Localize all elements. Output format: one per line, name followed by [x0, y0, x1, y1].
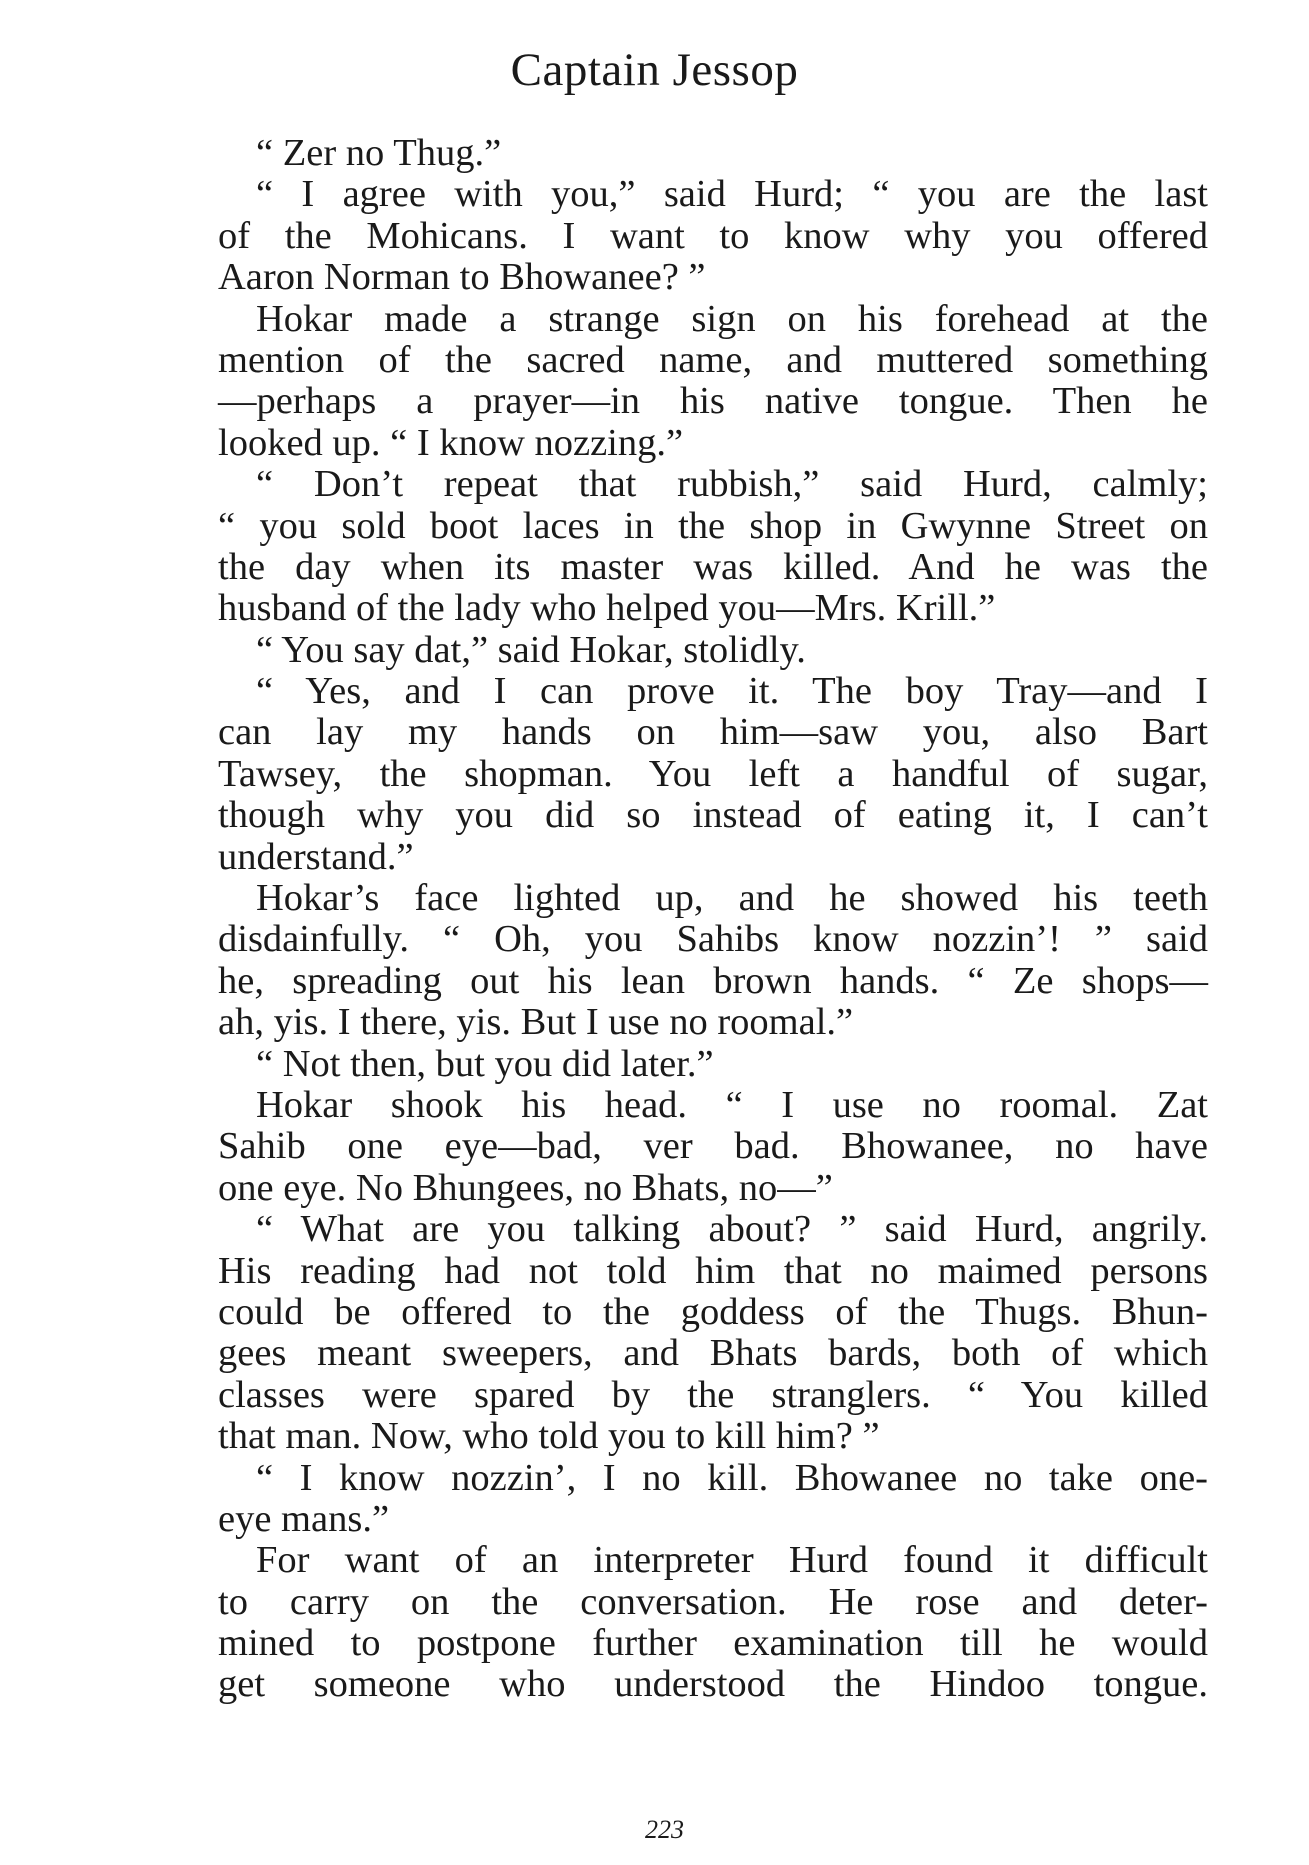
text-line: “ What are you talking about? ” said Hurd, angrily. [256, 1208, 1208, 1251]
text-line: one eye. No Bhungees, no Bhats, no—” [218, 1166, 833, 1209]
text-line: Sahib one eye—bad, ver bad. Bhowanee, no have [218, 1125, 1208, 1168]
text-line: His reading had not told him that no maimed persons [218, 1249, 1208, 1292]
text-line: Hokar shook his head. “ I use no roomal. Zat [256, 1083, 1208, 1126]
text-line: “ Zer no Thug.” [256, 132, 502, 174]
text-line: mined to postpone further examination till he would [218, 1622, 1208, 1665]
page-number: 223 [645, 1815, 684, 1844]
text-line: “ Don’t repeat that rubbish,” said Hurd, calmly; [256, 463, 1208, 506]
text-line: “ You say dat,” said Hokar, stolidly. [256, 628, 806, 671]
text-line: though why you did so instead of eating it, I can’t [218, 794, 1208, 837]
body-text [218, 133, 1208, 1706]
text-line: get someone who understood the Hindoo tongue. [218, 1663, 1208, 1706]
text-line: of the Mohicans. I want to know why you offered [218, 214, 1208, 257]
text-line: mention of the sacred name, and muttered something [218, 338, 1208, 381]
text-line: Tawsey, the shopman. You left a handful of sugar, [218, 752, 1208, 795]
text-line: gees meant sweepers, and Bhats bards, both of which [218, 1332, 1208, 1375]
text-line: he, spreading out his lean brown hands. “ Ze shops— [218, 959, 1208, 1002]
text-line: For want of an interpreter Hurd found it difficult [256, 1539, 1208, 1582]
text-line: that man. Now, who told you to kill him? ” [218, 1415, 880, 1458]
text-line: looked up. “ I know nozzing.” [218, 421, 684, 464]
text-line: can lay my hands on him—saw you, also Bart [218, 711, 1208, 754]
text-line: the day when its master was killed. And he was the [218, 545, 1208, 588]
running-head-title: Captain Jessop [510, 44, 799, 96]
text-line: Aaron Norman to Bhowanee? ” [218, 256, 706, 299]
text-line: husband of the lady who helped you—Mrs. Krill.” [218, 587, 996, 630]
text-line: “ you sold boot laces in the shop in Gwynne Street on [218, 504, 1208, 547]
text-line: eye mans.” [218, 1497, 390, 1540]
text-line: —perhaps a prayer—in his native tongue. Then he [218, 380, 1208, 423]
text-line: “ Yes, and I can prove it. The boy Tray—and I [256, 670, 1208, 713]
text-line: understand.” [218, 835, 414, 878]
text-line: “ Not then, but you did later.” [256, 1042, 714, 1085]
text-line: Hokar made a strange sign on his forehead at the [256, 297, 1208, 340]
text-line: “ I agree with you,” said Hurd; “ you are the last [256, 173, 1208, 216]
text-line: ah, yis. I there, yis. But I use no roomal.” [218, 1001, 854, 1044]
text-line: to carry on the conversation. He rose and deter- [218, 1580, 1208, 1623]
text-line: disdainfully. “ Oh, you Sahibs know nozzin’! ” said [218, 918, 1208, 961]
text-line: “ I know nozzin’, I no kill. Bhowanee no take one- [256, 1456, 1208, 1499]
text-line: Hokar’s face lighted up, and he showed his teeth [256, 877, 1208, 920]
text-line: could be offered to the goddess of the Thugs. Bhun- [218, 1290, 1208, 1333]
text-line: classes were spared by the stranglers. “ You killed [218, 1373, 1208, 1416]
